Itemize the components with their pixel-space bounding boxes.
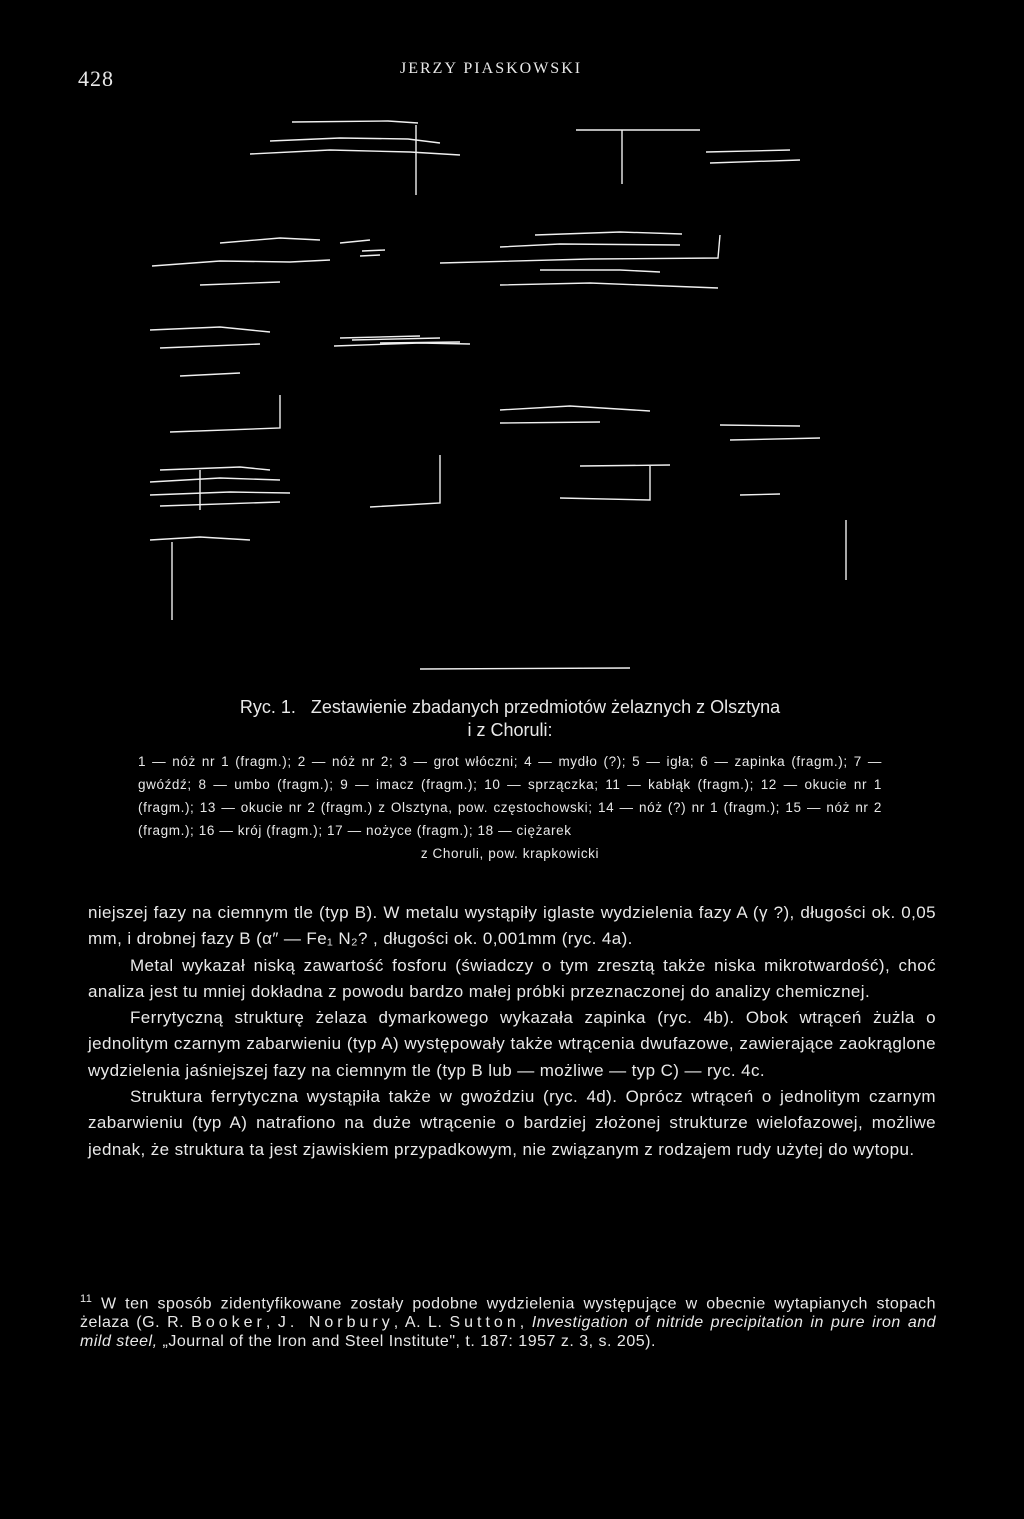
drawing-item-9 <box>170 395 820 440</box>
drawing-item-13 <box>150 537 250 620</box>
paragraph-3: Ferrytyczną strukturę żelaza dymarkowego wykazała zapinka (ryc. 4b). Obok wtrąceń żużla o jednolitym czarnym zabarwieniu (typ A) występowały także wtrącenia dwufazowe, zawierające zaokrąglone wydzielenia jaśniejszej fazy na ciemnym tle (typ B lub — możliwe — typ C) — ryc. 4c. <box>88 1008 936 1080</box>
caption-title-line1: Zestawienie zbadanych przedmiotów żelaznych z Olsztyna <box>310 697 781 717</box>
drawing-item-4 <box>152 238 330 285</box>
drawing-item-5 <box>340 240 385 256</box>
drawing-item-1 <box>270 121 440 143</box>
caption-items <box>138 750 882 865</box>
drawing-item-15 <box>420 668 630 669</box>
caption-items-text: 1 — nóż nr 1 (fragm.); 2 — nóż nr 2; 3 — grot włóczni; 4 — mydło (?); 5 — igła; 6 — zapinka (fragm.); 7 — gwóźdź; 8 — umbo (fragm.); 9 — imacz (fragm.); 10 — sprzączka; 11 — kabłąk (fragm.); 12 — okucie nr 1 (fragm.); 13 — okucie nr 2 (fragm.) z Olsztyna, pow. częstochowski; 14 — nóż (?) nr 1 (fragm.); 15 — nóż nr 2 (fragm.); 16 — krój (fragm.); 17 — nożyce (fragm.); 18 — ciężarek <box>138 754 882 838</box>
paragraph-1: niejszej fazy na ciemnym tle (typ B). W metalu wystąpiły iglaste wydzielenia fazy A (γ ?), długości ok. 0,05 mm, i drobnej fazy B (α″ — Fe₁ N₂? , długości ok. 0,001mm (ryc. 4a). <box>88 903 936 949</box>
drawing-item-2 <box>250 125 460 195</box>
caption-title <box>138 696 882 742</box>
footnote-author-3-initials: A. L. <box>404 1314 443 1332</box>
footnote-title: Investigation of nitride precipitation in pure iron and mild steel, <box>80 1314 937 1351</box>
footnote-text-a: W ten sposób zidentyfikowane zostały podobne wydzielenia występujące w obecnie wytapianych stopach żelaza (G. R. <box>80 1295 936 1332</box>
footnote-sep-1: , <box>265 1314 271 1332</box>
footnote-author-1: Booker <box>191 1314 266 1332</box>
footnote-text-b: „Journal of the Iron and Steel Institute", t. 187: 1957 z. 3, s. 205). <box>162 1333 656 1351</box>
footnote-sep-2: , <box>393 1314 399 1332</box>
running-head: JERZY PIASKOWSKI <box>400 60 583 77</box>
footnote-author-2: J. Norbury <box>277 1314 394 1332</box>
figure-line-drawings <box>140 110 880 690</box>
footnote-marker: 11 <box>80 1293 93 1305</box>
paragraph-4: Struktura ferrytyczna wystąpiła także w gwoździu (ryc. 4d). Oprócz wtrąceń o jednolitym czarnym zabarwieniu (typ A) natrafiono na duże wtrącenie o bardziej złożonej strukturze wielofazowej, możliwe jednak, że struktura ta jest zjawiskiem przypadkowym, nie związanym z rodzajem rudy użytej do wytopu. <box>88 1087 936 1159</box>
caption-title-line2: i z Choruli: <box>467 720 553 740</box>
drawing-item-12 <box>560 465 780 500</box>
drawing-item-10 <box>150 467 290 510</box>
page-number: 428 <box>78 66 114 91</box>
drawing-item-7 <box>150 327 460 348</box>
drawing-item-8 <box>180 338 470 376</box>
caption-items-last: z Choruli, pow. krapkowicki <box>420 846 600 861</box>
drawing-item-3 <box>576 130 800 184</box>
footnote <box>80 1290 936 1351</box>
footnote-author-3: Sutton <box>449 1314 520 1332</box>
drawing-item-11 <box>370 455 440 507</box>
drawing-item-6 <box>440 232 720 288</box>
footnote-sep-3: , <box>519 1314 525 1332</box>
caption-label: Ryc. 1. <box>239 697 296 717</box>
figure-caption <box>138 696 882 865</box>
body-text <box>88 900 936 1163</box>
paragraph-2: Metal wykazał niską zawartość fosforu (świadczy o tym zresztą także niska mikrotwardość), choć analiza jest tu mniej dokładna z powodu bardzo małej próbki przeznaczonej do analizy chemicznej. <box>88 955 936 1001</box>
